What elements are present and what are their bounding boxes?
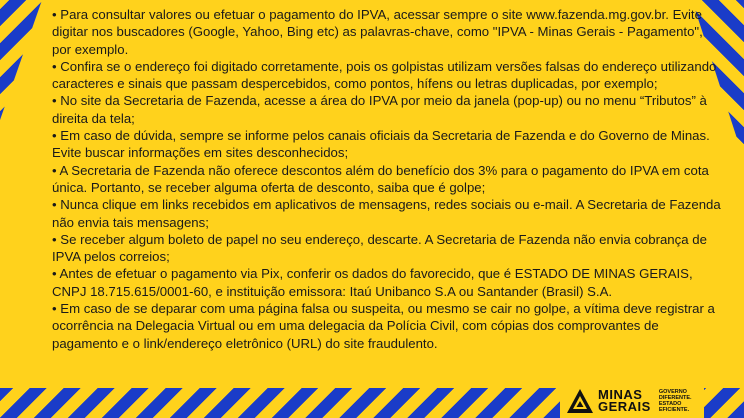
logo-name-line2: GERAIS bbox=[598, 399, 651, 414]
tip-item: • Se receber algum boleto de papel no seu endereço, descarte. A Secretaria de Fazenda não envia cobrança de IPVA pelos correios; bbox=[52, 231, 707, 265]
tip-item: • Para consultar valores ou efetuar o pagamento do IPVA, acessar sempre o site www.fazenda.mg.gov.br. Evite digitar nos buscadores (Google, Yahoo, Bing etc) as palavras-chave, como "IPVA - Minas Gerais - Pagamento", por exemplo. bbox=[52, 7, 703, 57]
logo-tag-line4: EFICIENTE. bbox=[658, 407, 690, 413]
tip-item: • Antes de efetuar o pagamento via Pix, conferir os dados do favorecido, que é ESTADO DE MINAS GERAIS, CNPJ 18.715.615/0001-60, e instituição emissora: Itaú Unibanco S.A ou Santander (Brasil) S.A. bbox=[52, 266, 693, 299]
tip-item: • Nunca clique em links recebidos em aplicativos de mensagens, redes sociais ou e-mail. A Secretaria de Fazenda não envia tais mensagens; bbox=[52, 197, 721, 230]
logo-tag-line1: GOVERNO bbox=[658, 389, 687, 395]
decorative-stripes-bottom-right bbox=[704, 388, 744, 418]
decorative-stripes-top-left bbox=[0, 0, 42, 120]
logo-tag-line3: ESTADO bbox=[658, 401, 682, 407]
tip-item: • No site da Secretaria de Fazenda, acesse a área do IPVA por meio da janela (pop-up) ou no menu “Tributos” à direita da tela; bbox=[52, 93, 707, 126]
logo-name-line1: MINAS bbox=[598, 387, 643, 402]
decorative-stripes-bottom bbox=[0, 388, 560, 418]
tip-item: • Confira se o endereço foi digitado corretamente, pois os golpistas utilizam versões falsas do endereço utilizando caracteres e sinais que passam despercebidos, como pontos, hífens ou letras duplicadas, por exemplo; bbox=[52, 58, 717, 92]
tip-item: • A Secretaria de Fazenda não oferece descontos além do benefício dos 3% para o pagamento do IPVA em cota única. Portanto, se receber alguma oferta de desconto, saiba que é golpe; bbox=[52, 162, 709, 195]
minas-gerais-logo bbox=[566, 384, 706, 418]
triangle-logo-icon bbox=[566, 387, 594, 415]
logo-name bbox=[598, 389, 651, 413]
tip-item: • Em caso de se deparar com uma página falsa ou suspeita, ou mesmo se cair no golpe, a vítima deve registrar a ocorrência na Delegacia Virtual ou em uma delegacia da Polícia Civil, com cópias dos comprovantes de pagamento e o link/endereço eletrônico (URL) do site fraudulento. bbox=[52, 301, 715, 351]
tip-item: • Em caso de dúvida, sempre se informe pelos canais oficiais da Secretaria de Fazenda e do Governo de Minas. Evite buscar informações em sites desconhecidos; bbox=[52, 128, 710, 161]
logo-tagline bbox=[659, 389, 692, 413]
logo-tag-line2: DIFERENTE. bbox=[658, 395, 692, 401]
tips-list bbox=[52, 6, 724, 352]
